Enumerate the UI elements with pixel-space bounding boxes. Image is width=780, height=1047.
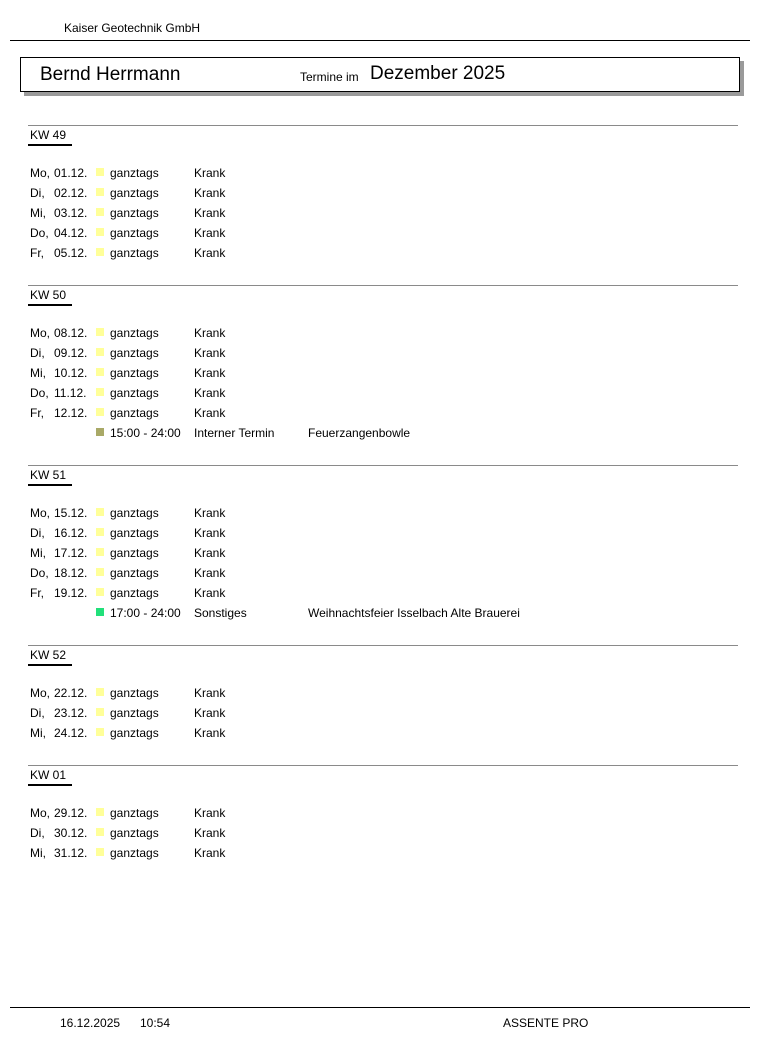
appointment-date: 22.12. (54, 686, 88, 700)
appointment-time: 15:00 - 24:00 (110, 426, 181, 440)
appointment-date: 11.12. (54, 386, 87, 400)
appointment-row (0, 186, 780, 206)
appointment-weekday: Do, (30, 566, 49, 580)
termine-label: Termine im (300, 70, 359, 84)
appointment-weekday: Mi, (30, 726, 46, 740)
week-label-underline (28, 784, 72, 786)
category-color-marker (96, 228, 104, 236)
appointment-category: Krank (194, 726, 226, 740)
appointment-description: Feuerzangenbowle (308, 426, 411, 440)
appointment-time: ganztags (110, 846, 159, 860)
appointment-date: 03.12. (54, 206, 88, 220)
appointment-time: ganztags (110, 346, 159, 360)
appointment-category: Krank (194, 406, 226, 420)
category-color-marker (96, 588, 104, 596)
category-color-marker (96, 728, 104, 736)
category-color-marker (96, 708, 104, 716)
appointment-time: ganztags (110, 706, 159, 720)
category-color-marker (96, 248, 104, 256)
appointment-time: ganztags (110, 186, 159, 200)
category-color-marker (96, 508, 104, 516)
appointment-row (0, 326, 780, 346)
appointment-category: Krank (194, 326, 226, 340)
category-color-marker (96, 188, 104, 196)
appointment-time: ganztags (110, 406, 159, 420)
appointment-category: Krank (194, 706, 226, 720)
appointment-date: 05.12. (54, 246, 88, 260)
appointment-row (0, 386, 780, 406)
week-separator (28, 465, 738, 466)
appointment-row (0, 426, 780, 446)
appointment-category: Krank (194, 506, 226, 520)
appointment-category: Interner Termin (194, 426, 275, 440)
appointment-weekday: Di, (30, 526, 45, 540)
appointment-row (0, 806, 780, 826)
category-color-marker (96, 208, 104, 216)
appointment-time: ganztags (110, 206, 159, 220)
appointment-weekday: Mi, (30, 546, 46, 560)
appointment-row (0, 566, 780, 586)
category-color-marker (96, 548, 104, 556)
appointment-time: ganztags (110, 246, 159, 260)
appointment-weekday: Mi, (30, 206, 46, 220)
week-separator (28, 285, 738, 286)
company-name: Kaiser Geotechnik GmbH (64, 21, 201, 35)
appointment-date: 23.12. (54, 706, 88, 720)
appointment-weekday: Fr, (30, 586, 44, 600)
appointment-date: 16.12. (54, 526, 88, 540)
appointment-weekday: Di, (30, 186, 45, 200)
appointment-description: Weihnachtsfeier Isselbach Alte Brauerei (308, 606, 520, 620)
appointment-date: 31.12. (54, 846, 88, 860)
appointment-row (0, 526, 780, 546)
appointment-time: ganztags (110, 806, 159, 820)
appointment-weekday: Mo, (30, 806, 51, 820)
appointment-date: 02.12. (54, 186, 88, 200)
appointment-weekday: Fr, (30, 406, 44, 420)
appointment-weekday: Mo, (30, 326, 51, 340)
appointment-time: ganztags (110, 546, 159, 560)
week-label: KW 51 (30, 468, 67, 482)
appointment-time: ganztags (110, 826, 159, 840)
appointment-weekday: Di, (30, 706, 45, 720)
week-label-underline (28, 144, 72, 146)
appointment-date: 15.12. (54, 506, 88, 520)
category-color-marker (96, 688, 104, 696)
appointment-date: 01.12. (54, 166, 88, 180)
appointment-category: Krank (194, 206, 226, 220)
week-label: KW 52 (30, 648, 67, 662)
appointment-date: 10.12. (54, 366, 88, 380)
appointment-category: Krank (194, 566, 226, 580)
footer-time: 10:54 (140, 1016, 171, 1030)
appointment-date: 24.12. (54, 726, 88, 740)
category-color-marker (96, 808, 104, 816)
appointment-date: 30.12. (54, 826, 88, 840)
appointment-category: Krank (194, 546, 226, 560)
appointment-category: Sonstiges (194, 606, 247, 620)
appointment-category: Krank (194, 246, 226, 260)
appointment-row (0, 846, 780, 866)
appointment-row (0, 406, 780, 426)
appointment-time: ganztags (110, 726, 159, 740)
category-color-marker (96, 408, 104, 416)
appointment-time: ganztags (110, 366, 159, 380)
appointment-category: Krank (194, 806, 226, 820)
category-color-marker (96, 848, 104, 856)
appointment-date: 08.12. (54, 326, 88, 340)
appointment-time: ganztags (110, 686, 159, 700)
appointment-category: Krank (194, 586, 226, 600)
appointment-weekday: Fr, (30, 246, 44, 260)
week-separator (28, 125, 738, 126)
appointment-category: Krank (194, 386, 226, 400)
category-color-marker (96, 368, 104, 376)
appointment-date: 17.12. (54, 546, 88, 560)
category-color-marker (96, 168, 104, 176)
appointment-time: ganztags (110, 586, 159, 600)
appointment-weekday: Di, (30, 346, 45, 360)
appointment-row (0, 686, 780, 706)
category-color-marker (96, 348, 104, 356)
appointment-date: 18.12. (54, 566, 88, 580)
category-color-marker (96, 828, 104, 836)
appointment-row (0, 246, 780, 266)
appointment-row (0, 586, 780, 606)
appointment-category: Krank (194, 226, 226, 240)
appointment-date: 09.12. (54, 346, 88, 360)
week-label: KW 49 (30, 128, 67, 142)
footer-date: 16.12.2025 (60, 1016, 121, 1030)
appointment-row (0, 826, 780, 846)
week-label-underline (28, 304, 72, 306)
appointment-time: ganztags (110, 326, 159, 340)
week-label-underline (28, 664, 72, 666)
person-name: Bernd Herrmann (40, 64, 181, 85)
appointment-date: 29.12. (54, 806, 88, 820)
appointment-row (0, 546, 780, 566)
month-title: Dezember 2025 (370, 63, 506, 84)
appointment-row (0, 606, 780, 626)
appointment-time: ganztags (110, 526, 159, 540)
appointment-row (0, 226, 780, 246)
appointment-category: Krank (194, 686, 226, 700)
appointment-weekday: Di, (30, 826, 45, 840)
appointment-weekday: Mi, (30, 366, 46, 380)
appointment-row (0, 346, 780, 366)
appointment-weekday: Mi, (30, 846, 46, 860)
appointment-time: 17:00 - 24:00 (110, 606, 181, 620)
appointment-weekday: Mo, (30, 506, 51, 520)
week-label: KW 01 (30, 768, 67, 782)
category-color-marker (96, 608, 104, 616)
appointment-category: Krank (194, 526, 226, 540)
week-separator (28, 645, 738, 646)
appointment-row (0, 506, 780, 526)
appointment-time: ganztags (110, 386, 159, 400)
appointment-row (0, 206, 780, 226)
category-color-marker (96, 528, 104, 536)
appointment-row (0, 726, 780, 746)
appointment-category: Krank (194, 346, 226, 360)
footer-app-name: ASSENTE PRO (503, 1016, 589, 1030)
appointment-category: Krank (194, 366, 226, 380)
appointment-category: Krank (194, 846, 226, 860)
appointment-row (0, 706, 780, 726)
category-color-marker (96, 388, 104, 396)
week-label-underline (28, 484, 72, 486)
appointment-time: ganztags (110, 166, 159, 180)
appointment-date: 04.12. (54, 226, 88, 240)
appointment-date: 12.12. (54, 406, 88, 420)
appointment-weekday: Mo, (30, 166, 51, 180)
category-color-marker (96, 428, 104, 436)
appointment-date: 19.12. (54, 586, 88, 600)
appointment-category: Krank (194, 826, 226, 840)
category-color-marker (96, 568, 104, 576)
appointment-weekday: Do, (30, 386, 49, 400)
footer-divider (10, 1007, 750, 1008)
week-separator (28, 765, 738, 766)
category-color-marker (96, 328, 104, 336)
appointment-row (0, 366, 780, 386)
appointment-row (0, 166, 780, 186)
appointment-time: ganztags (110, 226, 159, 240)
appointment-time: ganztags (110, 566, 159, 580)
appointment-category: Krank (194, 186, 226, 200)
appointment-weekday: Do, (30, 226, 49, 240)
appointment-time: ganztags (110, 506, 159, 520)
appointment-weekday: Mo, (30, 686, 51, 700)
appointment-category: Krank (194, 166, 226, 180)
week-label: KW 50 (30, 288, 67, 302)
